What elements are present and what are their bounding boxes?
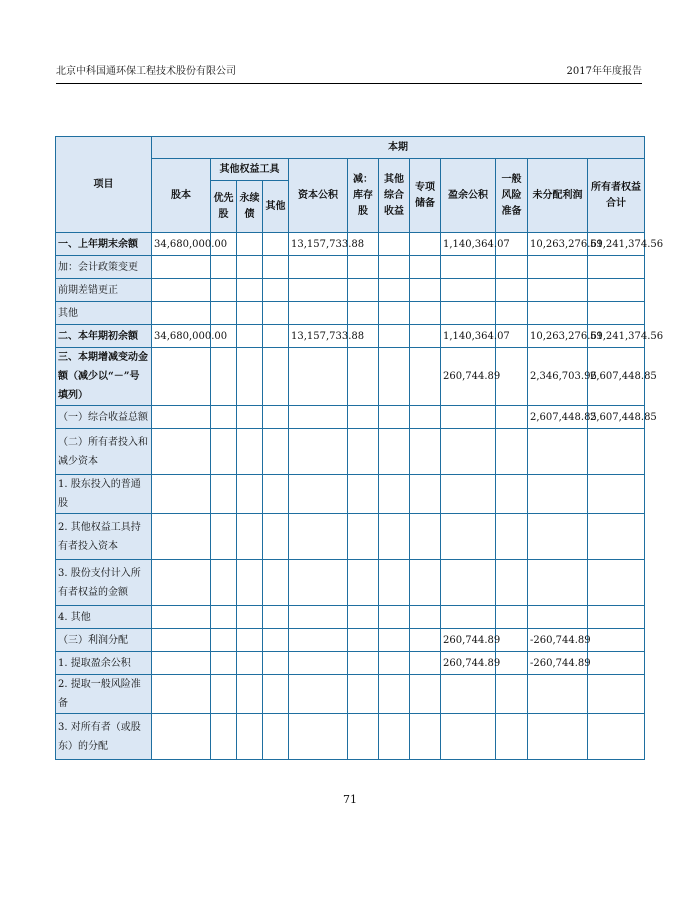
value-cell bbox=[528, 429, 588, 475]
table-row bbox=[56, 514, 645, 560]
value-cell bbox=[588, 514, 645, 560]
value-cell bbox=[263, 325, 289, 348]
value-cell bbox=[528, 475, 588, 514]
value-cell bbox=[348, 629, 379, 652]
value-cell bbox=[348, 606, 379, 629]
value-cell bbox=[496, 406, 528, 429]
value-cell bbox=[441, 302, 496, 325]
value-cell bbox=[348, 560, 379, 606]
value-cell: 2,607,448.85 bbox=[588, 348, 645, 406]
value-cell bbox=[528, 256, 588, 279]
value-cell bbox=[588, 714, 645, 760]
value-cell: 260,744.89 bbox=[441, 629, 496, 652]
value-cell bbox=[379, 629, 410, 652]
value-cell bbox=[379, 606, 410, 629]
row-label: （二）所有者投入和减少资本 bbox=[56, 429, 152, 475]
value-cell bbox=[289, 652, 348, 675]
value-cell bbox=[588, 560, 645, 606]
value-cell bbox=[496, 514, 528, 560]
value-cell bbox=[379, 348, 410, 406]
table-row bbox=[56, 652, 645, 675]
value-cell bbox=[211, 714, 237, 760]
value-cell bbox=[237, 279, 263, 302]
table-body bbox=[56, 233, 664, 760]
value-cell bbox=[289, 514, 348, 560]
value-cell bbox=[348, 406, 379, 429]
header-rule bbox=[56, 83, 642, 84]
value-cell bbox=[496, 279, 528, 302]
value-cell bbox=[348, 256, 379, 279]
value-cell bbox=[152, 302, 211, 325]
value-cell bbox=[410, 514, 441, 560]
value-cell bbox=[379, 279, 410, 302]
value-cell bbox=[289, 348, 348, 406]
value-cell bbox=[496, 348, 528, 406]
value-cell bbox=[496, 629, 528, 652]
col-total: 所有者权益合计 bbox=[588, 159, 645, 233]
table-row bbox=[56, 302, 645, 325]
value-cell bbox=[237, 629, 263, 652]
value-cell: 260,744.89 bbox=[441, 652, 496, 675]
value-cell: 10,263,276.61 bbox=[528, 233, 588, 256]
value-cell bbox=[528, 560, 588, 606]
value-cell bbox=[237, 233, 263, 256]
value-cell bbox=[152, 675, 211, 714]
value-cell bbox=[152, 606, 211, 629]
value-cell bbox=[237, 514, 263, 560]
value-cell bbox=[348, 675, 379, 714]
value-cell bbox=[237, 714, 263, 760]
value-cell bbox=[263, 256, 289, 279]
value-cell bbox=[211, 606, 237, 629]
row-label: （一）综合收益总额 bbox=[56, 406, 152, 429]
table-row bbox=[56, 560, 645, 606]
value-cell bbox=[348, 279, 379, 302]
value-cell bbox=[496, 475, 528, 514]
value-cell bbox=[528, 514, 588, 560]
value-cell bbox=[263, 714, 289, 760]
row-label: （三）利润分配 bbox=[56, 629, 152, 652]
value-cell bbox=[263, 406, 289, 429]
value-cell: 2,607,448.85 bbox=[528, 406, 588, 429]
value-cell bbox=[528, 714, 588, 760]
value-cell bbox=[496, 429, 528, 475]
value-cell bbox=[441, 606, 496, 629]
row-label: 3. 对所有者（或股东）的分配 bbox=[56, 714, 152, 760]
table-row bbox=[56, 233, 645, 256]
row-label: 4. 其他 bbox=[56, 606, 152, 629]
row-label: 前期差错更正 bbox=[56, 279, 152, 302]
value-cell bbox=[496, 675, 528, 714]
value-cell bbox=[441, 714, 496, 760]
value-cell bbox=[379, 560, 410, 606]
value-cell bbox=[588, 652, 645, 675]
table-row bbox=[56, 606, 645, 629]
row-label: 一、上年期末余额 bbox=[56, 233, 152, 256]
value-cell bbox=[410, 325, 441, 348]
table-row bbox=[56, 429, 645, 475]
value-cell bbox=[588, 256, 645, 279]
value-cell bbox=[263, 606, 289, 629]
value-cell: 34,680,000.00 bbox=[152, 325, 211, 348]
value-cell bbox=[379, 256, 410, 279]
period-header: 本期 bbox=[152, 137, 645, 159]
col-special: 专项储备 bbox=[410, 159, 441, 233]
value-cell bbox=[379, 675, 410, 714]
value-cell bbox=[237, 406, 263, 429]
value-cell bbox=[410, 714, 441, 760]
value-cell bbox=[348, 429, 379, 475]
value-cell: 34,680,000.00 bbox=[152, 233, 211, 256]
value-cell bbox=[410, 279, 441, 302]
table-row bbox=[56, 256, 645, 279]
value-cell bbox=[263, 233, 289, 256]
value-cell bbox=[237, 675, 263, 714]
value-cell bbox=[348, 652, 379, 675]
value-cell: 59,241,374.56 bbox=[588, 325, 645, 348]
value-cell bbox=[410, 406, 441, 429]
value-cell bbox=[410, 302, 441, 325]
item-header: 项目 bbox=[56, 137, 152, 233]
value-cell: -260,744.89 bbox=[528, 652, 588, 675]
value-cell: 2,346,703.96 bbox=[528, 348, 588, 406]
value-cell bbox=[237, 348, 263, 406]
value-cell bbox=[441, 256, 496, 279]
value-cell: 59,241,374.56 bbox=[588, 233, 645, 256]
value-cell bbox=[379, 652, 410, 675]
value-cell bbox=[289, 606, 348, 629]
value-cell bbox=[496, 606, 528, 629]
value-cell bbox=[379, 302, 410, 325]
value-cell bbox=[211, 629, 237, 652]
value-cell bbox=[410, 652, 441, 675]
table-row bbox=[56, 475, 645, 514]
value-cell bbox=[289, 406, 348, 429]
value-cell bbox=[410, 560, 441, 606]
value-cell: 13,157,733.88 bbox=[289, 325, 348, 348]
value-cell bbox=[211, 348, 237, 406]
value-cell bbox=[289, 256, 348, 279]
table-row bbox=[56, 675, 645, 714]
value-cell bbox=[263, 629, 289, 652]
value-cell bbox=[263, 675, 289, 714]
row-label: 2. 其他权益工具持有者投入资本 bbox=[56, 514, 152, 560]
value-cell bbox=[263, 279, 289, 302]
value-cell bbox=[441, 475, 496, 514]
value-cell bbox=[237, 475, 263, 514]
value-cell bbox=[588, 475, 645, 514]
report-title: 2017年年度报告 bbox=[566, 66, 642, 77]
table-row bbox=[56, 348, 645, 406]
value-cell bbox=[211, 475, 237, 514]
value-cell bbox=[379, 475, 410, 514]
row-label: 3. 股份支付计入所有者权益的金额 bbox=[56, 560, 152, 606]
value-cell bbox=[379, 514, 410, 560]
value-cell: -260,744.89 bbox=[528, 629, 588, 652]
col-perpetual: 永续债 bbox=[237, 181, 263, 233]
value-cell bbox=[348, 348, 379, 406]
value-cell bbox=[410, 629, 441, 652]
row-label: 其他 bbox=[56, 302, 152, 325]
value-cell bbox=[152, 714, 211, 760]
value-cell bbox=[379, 325, 410, 348]
value-cell bbox=[152, 475, 211, 514]
value-cell bbox=[289, 629, 348, 652]
value-cell bbox=[289, 279, 348, 302]
col-risk: 一般风险准备 bbox=[496, 159, 528, 233]
table-row bbox=[56, 629, 645, 652]
value-cell bbox=[410, 348, 441, 406]
value-cell bbox=[441, 560, 496, 606]
value-cell bbox=[211, 652, 237, 675]
value-cell bbox=[348, 714, 379, 760]
value-cell: 10,263,276.61 bbox=[528, 325, 588, 348]
value-cell bbox=[410, 675, 441, 714]
value-cell bbox=[152, 406, 211, 429]
value-cell bbox=[410, 256, 441, 279]
value-cell bbox=[496, 652, 528, 675]
value-cell bbox=[348, 514, 379, 560]
value-cell bbox=[289, 714, 348, 760]
value-cell: 13,157,733.88 bbox=[289, 233, 348, 256]
value-cell bbox=[263, 514, 289, 560]
value-cell bbox=[496, 302, 528, 325]
value-cell bbox=[588, 675, 645, 714]
value-cell bbox=[237, 325, 263, 348]
value-cell bbox=[496, 256, 528, 279]
value-cell bbox=[263, 429, 289, 475]
value-cell bbox=[152, 256, 211, 279]
value-cell bbox=[441, 279, 496, 302]
value-cell bbox=[263, 348, 289, 406]
value-cell bbox=[211, 514, 237, 560]
value-cell bbox=[152, 514, 211, 560]
value-cell bbox=[237, 256, 263, 279]
value-cell bbox=[289, 302, 348, 325]
value-cell bbox=[237, 606, 263, 629]
col-surplus: 盈余公积 bbox=[441, 159, 496, 233]
value-cell bbox=[237, 560, 263, 606]
col-preferred: 优先股 bbox=[211, 181, 237, 233]
value-cell bbox=[441, 514, 496, 560]
value-cell: 1,140,364.07 bbox=[441, 325, 496, 348]
value-cell bbox=[289, 675, 348, 714]
value-cell bbox=[263, 302, 289, 325]
value-cell bbox=[588, 606, 645, 629]
value-cell bbox=[152, 348, 211, 406]
value-cell bbox=[410, 429, 441, 475]
value-cell bbox=[211, 302, 237, 325]
value-cell bbox=[441, 675, 496, 714]
value-cell bbox=[588, 302, 645, 325]
page-number: 71 bbox=[343, 793, 357, 806]
value-cell bbox=[588, 629, 645, 652]
row-label: 1. 提取盈余公积 bbox=[56, 652, 152, 675]
row-label: 三、本期增减变动金额（减少以“－”号填列） bbox=[56, 348, 152, 406]
page-header bbox=[56, 64, 642, 80]
value-cell bbox=[152, 429, 211, 475]
value-cell bbox=[237, 302, 263, 325]
value-cell: 1,140,364.07 bbox=[441, 233, 496, 256]
value-cell bbox=[496, 714, 528, 760]
col-treasury: 减：库存股 bbox=[348, 159, 379, 233]
company-name: 北京中科国通环保工程技术股份有限公司 bbox=[56, 66, 236, 77]
value-cell bbox=[379, 233, 410, 256]
value-cell bbox=[211, 406, 237, 429]
value-cell bbox=[289, 475, 348, 514]
table-row bbox=[56, 406, 645, 429]
value-cell bbox=[211, 560, 237, 606]
value-cell: 2,607,448.85 bbox=[588, 406, 645, 429]
value-cell bbox=[152, 629, 211, 652]
col-undistributed: 未分配利润 bbox=[528, 159, 588, 233]
value-cell bbox=[348, 475, 379, 514]
col-share-capital: 股本 bbox=[152, 159, 211, 233]
value-cell bbox=[152, 279, 211, 302]
value-cell bbox=[152, 560, 211, 606]
col-capital-reserve: 资本公积 bbox=[289, 159, 348, 233]
value-cell bbox=[441, 429, 496, 475]
value-cell bbox=[410, 606, 441, 629]
value-cell bbox=[263, 560, 289, 606]
value-cell bbox=[588, 279, 645, 302]
value-cell bbox=[237, 429, 263, 475]
value-cell bbox=[348, 302, 379, 325]
row-label: 1. 股东投入的普通股 bbox=[56, 475, 152, 514]
value-cell bbox=[528, 675, 588, 714]
value-cell bbox=[152, 652, 211, 675]
value-cell bbox=[379, 429, 410, 475]
table-row bbox=[56, 325, 645, 348]
table-row bbox=[56, 279, 645, 302]
value-cell bbox=[379, 714, 410, 760]
value-cell bbox=[263, 652, 289, 675]
equity-changes-table bbox=[55, 136, 664, 760]
value-cell bbox=[289, 560, 348, 606]
col-oci: 其他综合收益 bbox=[379, 159, 410, 233]
value-cell bbox=[528, 279, 588, 302]
value-cell bbox=[289, 429, 348, 475]
value-cell bbox=[379, 406, 410, 429]
row-label: 二、本年期初余额 bbox=[56, 325, 152, 348]
value-cell bbox=[410, 475, 441, 514]
value-cell bbox=[528, 302, 588, 325]
value-cell bbox=[211, 675, 237, 714]
row-label: 2. 提取一般风险准备 bbox=[56, 675, 152, 714]
col-other: 其他 bbox=[263, 181, 289, 233]
value-cell bbox=[263, 475, 289, 514]
value-cell: 260,744.89 bbox=[441, 348, 496, 406]
value-cell bbox=[237, 652, 263, 675]
value-cell bbox=[528, 606, 588, 629]
value-cell bbox=[211, 279, 237, 302]
value-cell bbox=[211, 429, 237, 475]
table-row bbox=[56, 714, 645, 760]
value-cell bbox=[441, 406, 496, 429]
value-cell bbox=[588, 429, 645, 475]
col-other-equity: 其他权益工具 bbox=[211, 159, 289, 181]
value-cell bbox=[496, 560, 528, 606]
value-cell bbox=[410, 233, 441, 256]
value-cell bbox=[211, 256, 237, 279]
row-label: 加：会计政策变更 bbox=[56, 256, 152, 279]
